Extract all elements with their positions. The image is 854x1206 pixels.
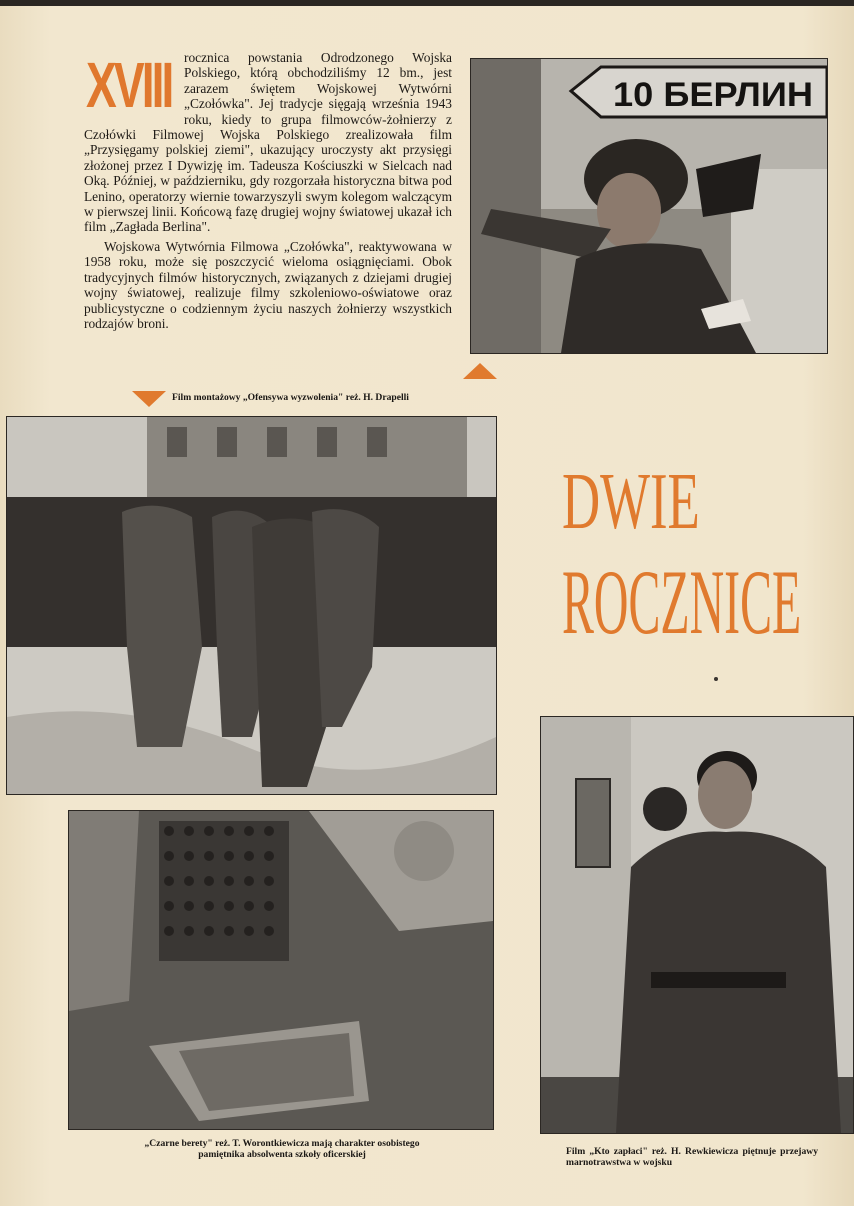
decorative-dot	[714, 677, 718, 681]
photo-ofensywa-wyzwolenia	[6, 416, 497, 795]
article-paragraph-2: Wojskowa Wytwórnia Filmowa „Czołówka", reaktywowana w 1958 roku, może się poszczycić wieloma osiągnięciami. Obok tradycyjnych filmów historycznych, związanych z dziejami drugiej wojny światowej, realizuje filmy szkoleniowo-oświatowe oraz publicystyczne o codziennym życiu naszych żołnierzy wszystkich rodzajów broni.	[84, 238, 452, 331]
berlin-sign-text: 10 БЕРЛИН	[613, 76, 813, 114]
page-title-line-1: DWIE	[562, 458, 700, 546]
arrow-up-icon	[463, 363, 497, 379]
scan-edge	[0, 0, 854, 6]
article-text	[84, 50, 452, 331]
photo-berlin-sign	[470, 58, 828, 354]
caption-ofensywa: Film montażowy „Ofensywa wyzwolenia" reż. H. Drapelli	[172, 392, 409, 403]
page-title-line-2: ROCZNICE	[562, 551, 802, 653]
photo-czarne-berety	[68, 810, 494, 1130]
arrow-down-icon	[132, 391, 166, 407]
caption-czarne-berety: „Czarne berety" reż. T. Worontkiewicza mają charakter osobistego pamiętnika absolwenta szkoły oficerskiej	[144, 1138, 420, 1160]
article-paragraph-1: rocznica powstania Odrodzonego Wojska Polskiego, którą obchodziliśmy 12 bm., jest zarazem świętem Wojskowej Wytwórni „Czołówka". Jej tradycje sięgają września 1943 roku, kiedy to grupa filmowców-żołnierzy z Czołówki Filmowej Wojska Polskiego zrealizowała film „Przysięgamy polskiej ziemi", ukazujący uroczysty akt przysięgi złożonej przez I Dywizję im. Tadeusza Kościuszki w Sielcach nad Oką. Później, w październiku, gdy rozgorzała historyczna bitwa pod Lenino, operatorzy wiernie towarzyszyli swym kolegom walczącym w pierwszej linii. Końcową fazę drugiej wojny światowej ukazał ich film „Zagłada Berlina".	[84, 50, 452, 235]
photo-kto-zaplaci	[540, 716, 854, 1134]
drop-initial: XVIII	[86, 49, 172, 121]
caption-kto-zaplaci: Film „Kto zapłaci" reż. H. Rewkiewicza piętnuje przejawy marnotrawstwa w wojsku	[566, 1146, 818, 1168]
